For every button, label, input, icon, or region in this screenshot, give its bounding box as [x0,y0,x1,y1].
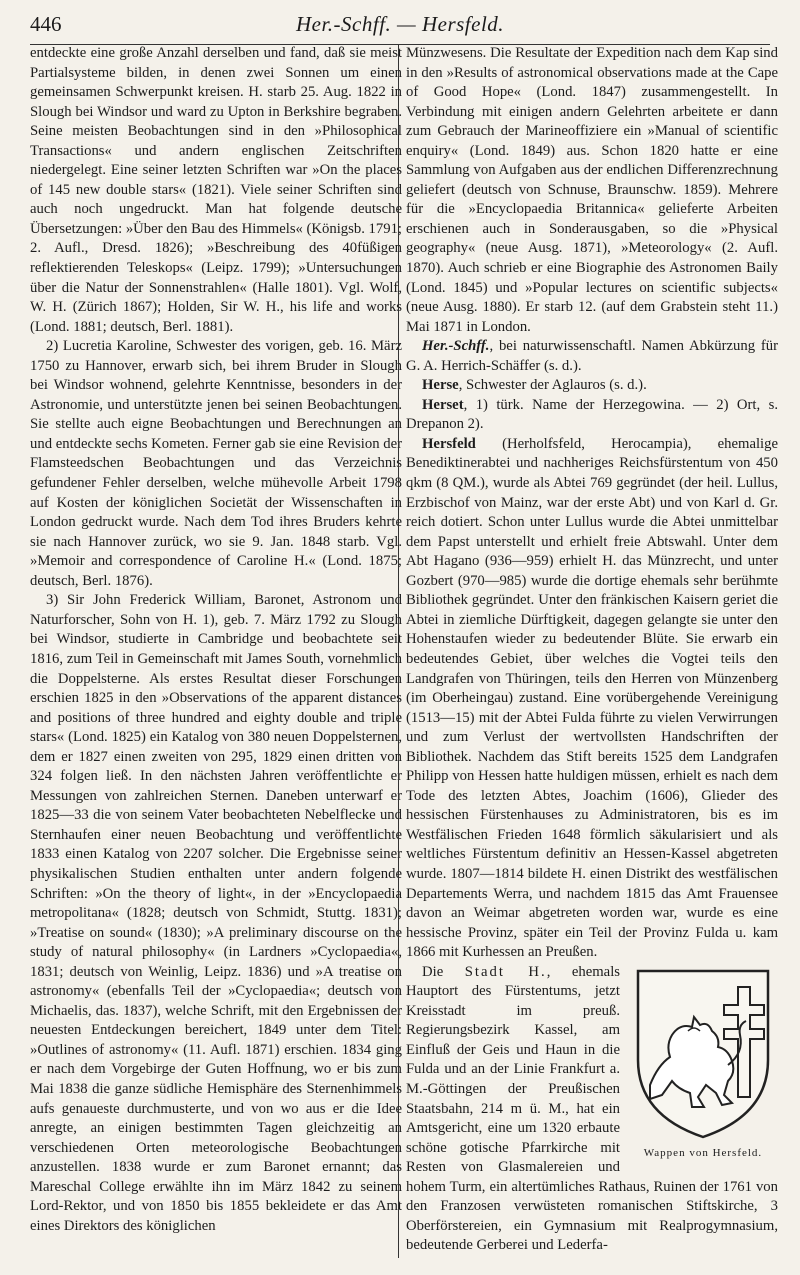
page-header [30,12,770,42]
paragraph-lucretia-karoline: 2) Lucretia Karoline, Schwester des vorigen, geb. 16. März 1750 zu Hannover, erwarb sich, bei ihrem Bruder in Slough bei Windsor wohnend, gelehrte Kenntnisse, besonders in der Astronomie, und unterstützte jenen bei seinen Beobachtungen. Sie stellte auch eigne Beobachtungen und Berechnungen an und entdeckte sechs Kometen. Ferner gab sie eine Revision der Flamsteedschen Beobachtungen und das Verzeichnis gefundener Fehler derselben, welche mühevolle Arbeit 1798 auf Kosten der königlichen Societät der Wissenschaften in London gedruckt wurde. Nach dem Tod ihres Bruders kehrte sie nach Hannover zurück, wo sie 9. Jan. 1848 starb. Vgl. »Memoir and correspondence of Caroline H.« (Lond. 1875; deutsch, Berl. 1876). [30,338,402,589]
right-column [406,44,778,1256]
entry-her-schff [406,337,778,376]
coat-of-arms-caption: Wappen von Hersfeld. [643,1146,763,1159]
entry-herse-text: , Schwester der Aglauros (s. d.). [458,377,647,394]
left-column [30,44,402,1236]
entry-herset [406,396,778,435]
town-text: , ehemals Hauptort des Fürstentums, jetzt Kreisstadt im preuß. Regierungsbezirk Kassel, am Einfluß der Geis und Haun in die Fulda und an der Linie Frankfurt a. M.-Göttingen der Preußischen Staatsbahn, 214 m ü. M., hat ein Amtsgericht, eine um 1320 erbaute schöne gotische Pfarrkirche mit Resten von Glasmalereien und hohem Turm, ein altertümliches Rathaus, Ruinen der 1761 von den Franzosen verwüsteten romanischen Stiftskirche, 3 Oberförstereien, ein Gymnasium mit Realprogymnasium, bedeutende Gerberei und Lederfa- [406,963,778,1254]
paragraph-herschel-continued: entdeckte eine große Anzahl derselben und fand, daß sie meist Partialsysteme bilden, in denen zwei Sonnen um einen gemeinsamen Schwerpunkt kreisen. H. starb 25. Aug. 1822 in Slough bei Windsor und ward zu Upton in Berkshire begraben. Seine meisten Beobachtungen sind in den »Philosophical Transactions« und andern englischen Zeitschriften niedergelegt. Eine seiner letzten Schriften war »On the places of 145 new double stars« (1821). Viele seiner Schriften sind auch noch ungedruckt. Man hat folgende deutsche Übersetzungen: »Über den Bau des Himmels« (Königsb. 1791; 2. Aufl., Dresd. 1826); »Beschreibung des 40füßigen reflektierenden Teleskops« (Leipz. 1799); »Untersuchungen über die Natur der Sonnenstrahlen« (Halle 1801). Vgl. Wolf, W. H. (Zürich 1867); Holden, Sir W. H., his life and works (Lond. 1881; deutsch, Berl. 1881). [30,45,403,335]
lemma-herset: Herset [422,396,464,413]
column-divider [398,44,399,1258]
entry-her-schff-text: , bei naturwissenschaftl. Namen Abkürzung für G. A. Herrich-Schäffer (s. d.). [406,338,778,374]
coat-of-arms-figure [628,965,778,1163]
coat-of-arms-image [628,965,778,1143]
town-intro: Die [422,963,465,980]
paragraph-herschel-end: Münzwesens. Die Resultate der Expedition nach dem Kap sind in den »Results of astronomical observations made at the Cape of Good Hope« (Lond. 1847) zusammengestellt. In Verbindung mit einigen andern Gelehrten arbeitete er dann zum Gebrauch der Marineoffiziere ein »Manual of scientific enquiry« (Lond. 1849) aus. Schon 1820 hatte er eine Sammlung von Aufgaben aus der endlichen Differenzrechnung geliefert (deutsch von Schnuse, Braunschw. 1859). Mehrere für die »Encyclopaedia Britannica« gelieferte Arbeiten erschienen auch in Sonderausgaben, so die »Physical geography« (neue Ausg. 1871), »Meteorology« (2. Aufl. 1870). Auch schrieb er eine Biographie des Astronomen Baily (Lond. 1845) und »Popular lectures on scientific subjects« (neue Ausg. 1880). Er starb 12. (auf dem Grabstein steht 11.) Mai 1871 in London. [406,45,778,335]
entry-stadt-hersfeld [406,963,778,1256]
town-name-spaced: Stadt H. [464,963,547,980]
lemma-her-schff: Her.-Schff. [422,338,490,355]
entry-herse [406,376,778,396]
lemma-herse: Herse [422,377,459,394]
entry-hersfeld [406,435,778,963]
paragraph-john-frederick-william: 3) Sir John Frederick William, Baronet, Astronom und Naturforscher, Sohn von H. 1), geb. 7. März 1792 zu Slough bei Windsor, studierte in Cambridge und beobachtete seit 1816, zum Teil in Gemeinschaft mit James South, vornehmlich die Doppelsterne. Als erstes Resultat dieser Forschungen erschien 1825 in den »Observations of the apparent distances and positions of three hundred and eighty double and triple stars« (Lond. 1825) ein Katalog von 380 neuen Doppelsternen, dem er 1827 einen zweiten von 295, 1829 einen dritten von 324 folgen ließ. In den nächsten Jahren veröffentlichte er Messungen von zahlreichen Sternen. Daneben unterwarf er 1825—33 die von seinem Vater beobachteten Nebelflecke und Sternhaufen einer neuen Beobachtung und veröffentlichte 1833 einen Katalog von 2207 solcher. Die Ergebnisse seiner physikalischen Studien enthalten unter andern folgende Schriften: »On the theory of light«, in der »Encyclopaedia metropolitana« (1828; deutsch von Schmidt, Stuttg. 1831); »Treatise on sound« (1830); »A preliminary discourse on the study of natural philosophy« (in Lardners »Cyclopaedia«, 1831; deutsch von Weinlig, Leipz. 1836) und »A treatise on astronomy« (ebenfalls Teil der »Cyclopaedia«; deutsch von Michaelis, das. 1837), welche Schrift, mit den Ergebnissen der neuesten Entdeckungen bereichert, 1849 unter dem Titel: »Outlines of astronomy« (11. Aufl. 1871) erschien. 1834 ging er nach dem Vorgebirge der Guten Hoffnung, wo er bis zum Mai 1838 die ganze südliche Hemisphäre des Sternenhimmels aufs genaueste durchmusterte, und von wo aus er die Idee anregte, an einigen bestimmten Tagen gleichzeitig an verschiedenen Orten meteorologische Beobachtungen anzustellen. 1838 wurde er zum Baronet ernannt; das Mareschal College erwählte ihn im März 1842 zu seinem Lord-Rektor, und von 1850 bis 1855 bekleidete er das Amt eines Direktors des königlichen [30,592,402,1234]
lemma-hersfeld: Hersfeld [422,435,476,452]
entry-hersfeld-text: (Herholfsfeld, Herocampia), ehemalige Benediktinerabtei und nachheriges Reichsfürstentum von 450 qkm (8 QM.), wurde als Abtei 769 gegründet (der heil. Lullus, Erzbischof von Mainz, war der erste Abt) und von Karl d. Gr. reich dotiert. Schon unter Lullus wurde die Abtei unmittelbar dem Papst unterstellt und erhielt freie Abtswahl. Unter dem Abt Hagano (936—959) erhielt H. das Münzrecht, und unter Gozbert (970—985) wurde die dortige ehemals sehr berühmte Bibliothek gegründet. Unter den fränkischen Kaisern geriet die Abtei in ziemliche Dürftigkeit, dagegen gelangte sie unter den Hohenstaufen wieder zu bedeutender Blüte. Sie erwarb ein bedeutendes Gebiet, über welches die Vogtei teils den Landgrafen von Thüringen, teils den Herren von Münzenberg (im Oberheingau) zustand. Eine vorübergehende Vereinigung (1513—15) mit der Abtei Fulda führte zu vielen Verwirrungen und zum Verlust der wertvollsten Handschriften der Bibliothek. Nachdem das Stift bereits 1525 dem Landgrafen Philipp von Hessen hatte huldigen müssen, erhielt es nach dem Tode des letzten Abtes, Joachim (1606), Glieder des hessischen Fürstenhauses zu Administratoren, bis es im Westfälischen Frieden 1648 förmlich säkularisiert und als weltliches Fürstentum definitiv an Hessen-Kassel abgetreten wurde. 1807—1814 bildete H. einen Distrikt des westfälischen Departements Werra, und nachdem 1815 das Amt Frauensee davon an Weimar abgetreten worden war, wurde es eine hessische Provinz, später ein Teil der Provinz Fulda u. kam 1866 mit Kurhessen an Preußen. [406,435,778,961]
entry-herset-text: , 1) türk. Name der Herzegowina. — 2) Ort, s. Drepanon 2). [406,396,778,433]
running-title: Her.-Schff. — Hersfeld. [295,12,505,36]
page-number: 446 [30,12,62,36]
